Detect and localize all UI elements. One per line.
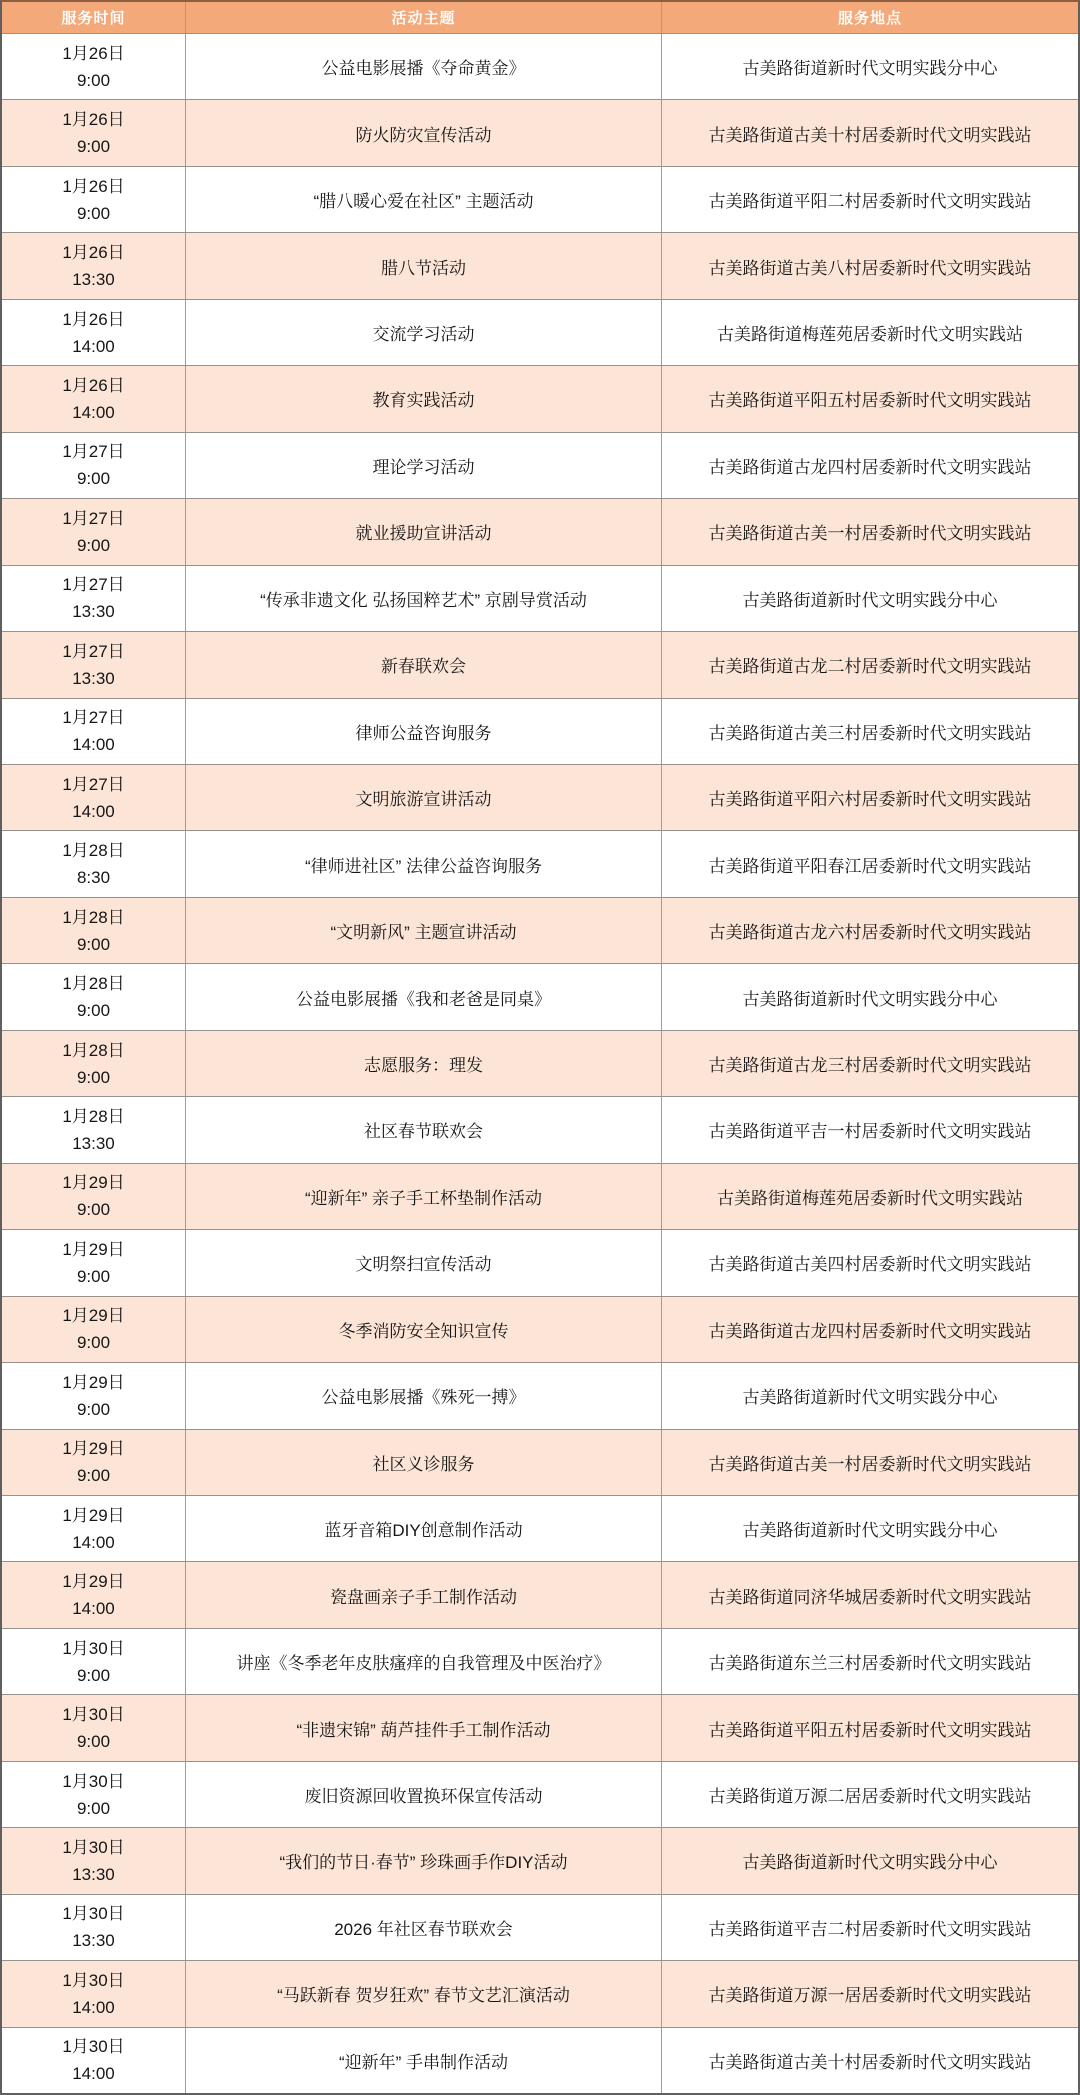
service-time-cell	[2, 1695, 185, 1760]
service-date: 1月27日	[62, 508, 125, 528]
service-time-cell	[2, 1895, 185, 1960]
service-location-cell: 古美路街道新时代文明实践分中心	[742, 1853, 998, 1873]
service-hour: 9:00	[76, 1001, 111, 1021]
service-time-cell	[2, 1828, 185, 1893]
service-location-cell: 古美路街道古龙六村居委新时代文明实践站	[708, 923, 1032, 943]
service-date: 1月29日	[62, 1372, 125, 1392]
service-hour: 13:30	[72, 1931, 115, 1951]
activity-theme-cell: 公益电影展播《我和老爸是同桌》	[185, 964, 662, 1029]
service-time-cell	[2, 233, 185, 298]
service-date: 1月29日	[62, 1306, 125, 1326]
table-row	[2, 1894, 1078, 1960]
service-date: 1月29日	[62, 1439, 125, 1459]
table-row	[2, 1229, 1078, 1295]
service-hour: 9:00	[76, 1798, 111, 1818]
service-date: 1月28日	[62, 974, 125, 994]
service-date: 1月28日	[62, 841, 125, 861]
column-header-service-location: 服务地点	[837, 10, 902, 27]
activity-theme-cell: 冬季消防安全知识宣传	[185, 1297, 662, 1362]
activity-theme-cell: 文明祭扫宣传活动	[185, 1230, 662, 1295]
service-location-cell: 古美路街道平阳六村居委新时代文明实践站	[708, 790, 1032, 810]
activity-theme-cell: “腊八暖心爱在社区” 主题活动	[185, 167, 662, 232]
service-date: 1月29日	[62, 1239, 125, 1259]
service-time-cell	[2, 1230, 185, 1295]
service-location-cell: 古美路街道万源一居居委新时代文明实践站	[708, 1986, 1032, 2006]
service-time-cell	[2, 964, 185, 1029]
service-time-cell	[2, 1430, 185, 1495]
table-row	[2, 1827, 1078, 1893]
service-date: 1月29日	[62, 1173, 125, 1193]
activity-theme-cell: 讲座《冬季老年皮肤瘙痒的自我管理及中医治疗》	[185, 1629, 662, 1694]
service-location-cell: 古美路街道平阳五村居委新时代文明实践站	[708, 391, 1032, 411]
service-hour: 9:00	[76, 1266, 111, 1286]
service-time-cell	[2, 167, 185, 232]
service-date: 1月30日	[62, 1638, 125, 1658]
table-row	[2, 1096, 1078, 1162]
service-date: 1月28日	[62, 1040, 125, 1060]
service-date: 1月29日	[62, 1572, 125, 1592]
service-location-cell: 古美路街道平阳二村居委新时代文明实践站	[708, 192, 1032, 212]
activity-theme-cell: 文明旅游宣讲活动	[185, 765, 662, 830]
service-hour: 9:00	[76, 535, 111, 555]
service-date: 1月26日	[62, 309, 125, 329]
service-location-cell: 古美路街道古龙二村居委新时代文明实践站	[708, 657, 1032, 677]
service-location-cell: 古美路街道平吉一村居委新时代文明实践站	[708, 1122, 1032, 1142]
service-time-cell	[2, 831, 185, 896]
service-hour: 14:00	[72, 735, 115, 755]
service-date: 1月26日	[62, 375, 125, 395]
service-time-cell	[2, 1562, 185, 1627]
table-row	[2, 698, 1078, 764]
column-header-activity-theme: 活动主题	[185, 2, 662, 33]
activity-theme-cell: 交流学习活动	[185, 300, 662, 365]
service-location-cell: 古美路街道新时代文明实践分中心	[742, 1521, 998, 1541]
service-date: 1月26日	[62, 43, 125, 63]
service-date: 1月30日	[62, 1771, 125, 1791]
table-row	[2, 1628, 1078, 1694]
service-date: 1月27日	[62, 442, 125, 462]
activity-theme-cell: “我们的节日·春节” 珍珠画手作DIY活动	[185, 1828, 662, 1893]
activity-theme-cell: 公益电影展播《夺命黄金》	[185, 34, 662, 99]
service-time-cell	[2, 1031, 185, 1096]
table-row	[2, 963, 1078, 1029]
table-body	[2, 33, 1078, 2093]
service-hour: 9:00	[76, 1732, 111, 1752]
service-hour: 9:00	[76, 1333, 111, 1353]
service-time-cell	[2, 1297, 185, 1362]
table-row	[2, 232, 1078, 298]
service-location-cell: 古美路街道古龙四村居委新时代文明实践站	[708, 457, 1032, 477]
service-location-cell: 古美路街道平阳春江居委新时代文明实践站	[708, 856, 1032, 876]
service-time-cell	[2, 898, 185, 963]
table-row	[2, 166, 1078, 232]
service-location-cell: 古美路街道古龙三村居委新时代文明实践站	[708, 1056, 1032, 1076]
service-time-cell	[2, 1762, 185, 1827]
activity-theme-cell: 律师公益咨询服务	[185, 699, 662, 764]
service-location-cell: 古美路街道新时代文明实践分中心	[742, 1388, 998, 1408]
service-time-cell	[2, 433, 185, 498]
service-hour: 14:00	[72, 1532, 115, 1552]
service-hour: 9:00	[76, 1399, 111, 1419]
activity-theme-cell: 2026 年社区春节联欢会	[185, 1895, 662, 1960]
service-hour: 14:00	[72, 2064, 115, 2084]
service-hour: 13:30	[72, 602, 115, 622]
service-hour: 14:00	[72, 801, 115, 821]
service-hour: 9:00	[76, 1200, 111, 1220]
table-row	[2, 33, 1078, 99]
service-time-cell	[2, 765, 185, 830]
table-row	[2, 1030, 1078, 1096]
activity-theme-cell: 腊八节活动	[185, 233, 662, 298]
service-hour: 13:30	[72, 1864, 115, 1884]
service-time-cell	[2, 1363, 185, 1428]
column-header-service-time: 服务时间	[61, 10, 126, 27]
activity-theme-cell: 就业援助宣讲活动	[185, 499, 662, 564]
table-row	[2, 1163, 1078, 1229]
service-date: 1月27日	[62, 774, 125, 794]
activity-theme-cell: 废旧资源回收置换环保宣传活动	[185, 1762, 662, 1827]
activity-theme-cell: 志愿服务：理发	[185, 1031, 662, 1096]
service-hour: 9:00	[76, 1466, 111, 1486]
table-row	[2, 1960, 1078, 2026]
service-location-cell: 古美路街道同济华城居委新时代文明实践站	[708, 1587, 1032, 1607]
service-hour: 9:00	[76, 934, 111, 954]
service-time-cell	[2, 566, 185, 631]
service-date: 1月26日	[62, 176, 125, 196]
table-row	[2, 1495, 1078, 1561]
service-location-cell: 古美路街道古美一村居委新时代文明实践站	[708, 1454, 1032, 1474]
service-time-cell	[2, 632, 185, 697]
service-date: 1月27日	[62, 575, 125, 595]
service-date: 1月28日	[62, 907, 125, 927]
activity-theme-cell: 社区春节联欢会	[185, 1097, 662, 1162]
service-location-cell: 古美路街道古美一村居委新时代文明实践站	[708, 524, 1032, 544]
service-location-cell: 古美路街道新时代文明实践分中心	[742, 989, 998, 1009]
service-date: 1月30日	[62, 1837, 125, 1857]
table-row	[2, 299, 1078, 365]
service-hour: 14:00	[72, 402, 115, 422]
service-date: 1月30日	[62, 1904, 125, 1924]
service-hour: 14:00	[72, 1599, 115, 1619]
activity-theme-cell: “文明新风” 主题宣讲活动	[185, 898, 662, 963]
service-hour: 8:30	[76, 868, 111, 888]
service-time-cell	[2, 300, 185, 365]
table-row	[2, 1761, 1078, 1827]
service-time-cell	[2, 34, 185, 99]
service-location-cell: 古美路街道古美八村居委新时代文明实践站	[708, 258, 1032, 278]
service-date: 1月30日	[62, 2037, 125, 2057]
table-row	[2, 764, 1078, 830]
service-location-cell: 古美路街道东兰三村居委新时代文明实践站	[708, 1654, 1032, 1674]
service-time-cell	[2, 699, 185, 764]
service-hour: 14:00	[72, 336, 115, 356]
service-date: 1月29日	[62, 1505, 125, 1525]
service-time-cell	[2, 2028, 185, 2093]
table-row	[2, 897, 1078, 963]
table-row	[2, 631, 1078, 697]
service-location-cell: 古美路街道新时代文明实践分中心	[742, 590, 998, 610]
activity-theme-cell: 蓝牙音箱DIY创意制作活动	[185, 1496, 662, 1561]
service-hour: 9:00	[76, 137, 111, 157]
service-date: 1月30日	[62, 1705, 125, 1725]
service-date: 1月26日	[62, 243, 125, 263]
table-row	[2, 1429, 1078, 1495]
table-row	[2, 1694, 1078, 1760]
service-date: 1月30日	[62, 1970, 125, 1990]
activity-theme-cell: 公益电影展播《殊死一搏》	[185, 1363, 662, 1428]
service-time-cell	[2, 1164, 185, 1229]
service-hour: 13:30	[72, 270, 115, 290]
service-location-cell: 古美路街道梅莲苑居委新时代文明实践站	[717, 325, 1023, 345]
table-row	[2, 498, 1078, 564]
service-location-cell: 古美路街道古美三村居委新时代文明实践站	[708, 723, 1032, 743]
service-time-cell	[2, 1496, 185, 1561]
service-location-cell: 古美路街道古美十村居委新时代文明实践站	[708, 125, 1032, 145]
table-row	[2, 1296, 1078, 1362]
service-hour: 9:00	[76, 469, 111, 489]
service-location-cell: 古美路街道梅莲苑居委新时代文明实践站	[717, 1188, 1023, 1208]
activity-theme-cell: “迎新年” 亲子手工杯垫制作活动	[185, 1164, 662, 1229]
service-location-cell: 古美路街道古美四村居委新时代文明实践站	[708, 1255, 1032, 1275]
service-hour: 14:00	[72, 1997, 115, 2017]
service-date: 1月26日	[62, 110, 125, 130]
activity-theme-cell: 理论学习活动	[185, 433, 662, 498]
service-date: 1月27日	[62, 641, 125, 661]
table-header-row	[2, 2, 1078, 33]
service-hour: 13:30	[72, 668, 115, 688]
table-row	[2, 1561, 1078, 1627]
activity-theme-cell: 瓷盘画亲子手工制作活动	[185, 1562, 662, 1627]
table-row	[2, 830, 1078, 896]
table-row	[2, 2027, 1078, 2093]
service-hour: 13:30	[72, 1133, 115, 1153]
activity-theme-cell: “非遗宋锦” 葫芦挂件手工制作活动	[185, 1695, 662, 1760]
activity-theme-cell: 防火防灾宣传活动	[185, 100, 662, 165]
service-time-cell	[2, 1961, 185, 2026]
service-date: 1月28日	[62, 1106, 125, 1126]
activity-theme-cell: 社区义诊服务	[185, 1430, 662, 1495]
activity-theme-cell: 教育实践活动	[185, 366, 662, 431]
table-row	[2, 565, 1078, 631]
service-location-cell: 古美路街道万源二居居委新时代文明实践站	[708, 1787, 1032, 1806]
service-date: 1月27日	[62, 708, 125, 728]
service-location-cell: 古美路街道古美十村居委新时代文明实践站	[708, 2052, 1032, 2072]
activity-theme-cell: 新春联欢会	[185, 632, 662, 697]
table-row	[2, 365, 1078, 431]
activity-theme-cell: “迎新年” 手串制作活动	[185, 2028, 662, 2093]
service-time-cell	[2, 499, 185, 564]
service-hour: 9:00	[76, 1067, 111, 1087]
service-location-cell: 古美路街道平吉二村居委新时代文明实践站	[708, 1919, 1032, 1939]
table-row	[2, 432, 1078, 498]
activity-theme-cell: “马跃新春 贺岁狂欢” 春节文艺汇演活动	[185, 1961, 662, 2026]
table-row	[2, 99, 1078, 165]
service-hour: 9:00	[76, 1665, 111, 1685]
service-location-cell: 古美路街道新时代文明实践分中心	[742, 59, 998, 79]
activity-theme-cell: “传承非遗文化 弘扬国粹艺术” 京剧导赏活动	[185, 566, 662, 631]
service-hour: 9:00	[76, 203, 111, 223]
service-time-cell	[2, 1629, 185, 1694]
activity-theme-cell: “律师进社区” 法律公益咨询服务	[185, 831, 662, 896]
service-location-cell: 古美路街道古龙四村居委新时代文明实践站	[708, 1321, 1032, 1341]
service-time-cell	[2, 1097, 185, 1162]
table-row	[2, 1362, 1078, 1428]
service-time-cell	[2, 100, 185, 165]
service-hour: 9:00	[76, 70, 111, 90]
service-time-cell	[2, 366, 185, 431]
service-location-cell: 古美路街道平阳五村居委新时代文明实践站	[708, 1720, 1032, 1740]
